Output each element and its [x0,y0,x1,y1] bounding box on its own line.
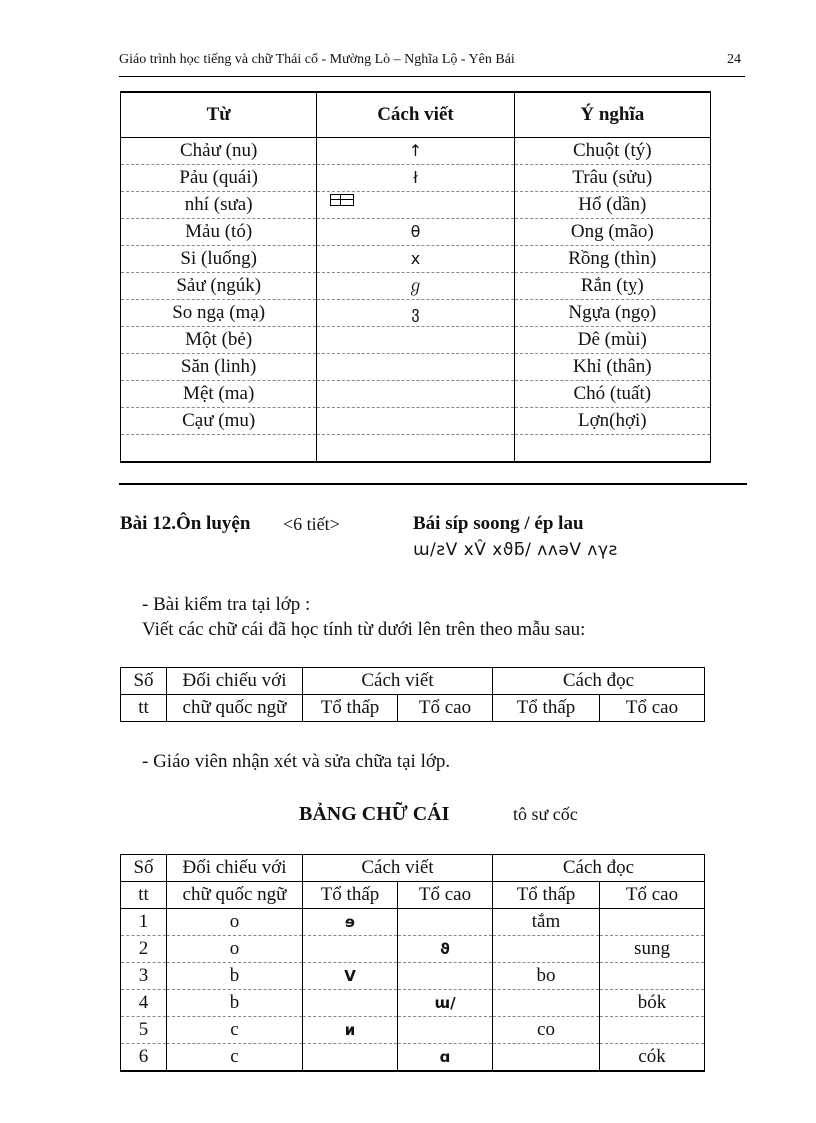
meaning-cell: Lợn(hợi) [514,408,710,435]
doc-cao-cell [600,909,705,936]
instruction-test: - Bài kiểm tra tại lớp : [142,594,311,615]
script-cell [317,435,514,463]
doc-thap-cell [493,990,600,1017]
doc-thap-cell [493,936,600,963]
alphabet-heading: BẢNG CHỮ CÁI [299,803,450,825]
doc-thap-cell: tắm [493,909,600,936]
table-header-word: Từ [121,92,317,138]
script-cell [317,327,514,354]
word-cell: Mảu (tó) [121,219,317,246]
doc-cao-cell: sung [600,936,705,963]
word-cell: So ngạ (mạ) [121,300,317,327]
table-row [121,1017,705,1044]
script-cell: x [317,246,514,273]
table-row [121,219,711,246]
table-row [121,435,711,463]
meaning-cell: Rồng (thìn) [514,246,710,273]
script-cell: θ [317,219,514,246]
col-so: Số [121,855,167,882]
meaning-cell: Hổ (dần) [514,192,710,219]
viet-cao-cell [398,909,493,936]
doc-cao-cell [600,1017,705,1044]
col-chu-quoc-ngu: chữ quốc ngữ [167,882,303,909]
meaning-cell [514,435,710,463]
viet-thap-cell [303,936,398,963]
meaning-cell: Ngựa (ngọ) [514,300,710,327]
viet-cao-cell: ɑ [398,1044,493,1072]
tt-cell: 3 [121,963,167,990]
table-row [121,300,711,327]
col-chu-quoc-ngu: chữ quốc ngữ [167,695,303,722]
col-viet-to-thap: Tổ thấp [303,882,398,909]
meaning-cell: Khỉ (thân) [514,354,710,381]
page-number: 24 [727,52,741,67]
viet-cao-cell [398,963,493,990]
script-cell: ↑ [317,138,514,165]
lesson-title: Bài 12.Ôn luyện [120,513,251,534]
tt-cell: 6 [121,1044,167,1072]
script-cell [317,381,514,408]
script-cell: ვ [317,300,514,327]
col-doc-to-thap: Tổ thấp [493,695,600,722]
word-cell: Cạư (mu) [121,408,317,435]
letter-cell: o [167,909,303,936]
table-row [121,408,711,435]
letter-cell: o [167,936,303,963]
table-header-writing: Cách viết [317,92,514,138]
word-cell: Một (bẻ) [121,327,317,354]
viet-cao-cell: ɯ/ [398,990,493,1017]
tiger-glyph-icon [330,194,354,206]
col-doc-to-thap: Tổ thấp [493,882,600,909]
col-cach-doc: Cách đọc [493,668,705,695]
word-cell: Mệt (ma) [121,381,317,408]
col-cach-doc: Cách đọc [493,855,705,882]
meaning-cell: Chuột (tý) [514,138,710,165]
table-row [121,273,711,300]
col-doi-chieu: Đối chiếu với [167,855,303,882]
meaning-cell: Chó (tuất) [514,381,710,408]
doc-thap-cell [493,1044,600,1072]
doc-cao-cell [600,963,705,990]
viet-cao-cell: ϑ [398,936,493,963]
col-viet-to-cao: Tổ cao [398,882,493,909]
word-cell: Pảu (quái) [121,165,317,192]
tt-cell: 5 [121,1017,167,1044]
meaning-cell: Ong (mão) [514,219,710,246]
script-cell: ł [317,165,514,192]
lesson-period: <6 tiết> [283,514,340,534]
word-cell: Chảư (nu) [121,138,317,165]
letter-cell: b [167,990,303,1017]
tt-cell: 2 [121,936,167,963]
col-so: Số [121,668,167,695]
col-cach-viet: Cách viết [303,668,493,695]
word-cell: nhí (sưa) [121,192,317,219]
table-row [121,963,705,990]
alphabet-subtitle: tô sư cốc [513,804,578,824]
instruction-review: - Giáo viên nhận xét và sửa chữa tại lớp. [142,751,451,772]
doc-cao-cell: cók [600,1044,705,1072]
lesson-name-script: ɯ/ƨV xV̂ xϑƃ/ ʌʌəV ʌγƨ [413,540,618,560]
viet-thap-cell [303,1044,398,1072]
table-row [121,165,711,192]
col-doi-chieu: Đối chiếu với [167,668,303,695]
letter-cell: c [167,1044,303,1072]
table-row [121,909,705,936]
col-tt: tt [121,695,167,722]
sample-form-table [120,667,705,722]
meaning-cell: Rắn (tỵ) [514,273,710,300]
script-cell [317,408,514,435]
col-viet-to-thap: Tổ thấp [303,695,398,722]
script-cell: ℊ [317,273,514,300]
table-row [121,138,711,165]
viet-thap-cell: ɘ [303,909,398,936]
doc-cao-cell: bók [600,990,705,1017]
table-row [121,327,711,354]
table-row [121,990,705,1017]
doc-thap-cell: co [493,1017,600,1044]
letter-cell: b [167,963,303,990]
word-cell: Săn (linh) [121,354,317,381]
viet-cao-cell [398,1017,493,1044]
table-row [121,936,705,963]
zodiac-table [120,91,711,463]
table-row [121,1044,705,1072]
col-viet-to-cao: Tổ cao [398,695,493,722]
meaning-cell: Trâu (sửu) [514,165,710,192]
table-header-meaning: Ý nghĩa [514,92,710,138]
letter-cell: c [167,1017,303,1044]
table-row [121,354,711,381]
meaning-cell: Dê (mùi) [514,327,710,354]
word-cell [121,435,317,463]
table-row [121,246,711,273]
table-row [121,381,711,408]
col-cach-viet: Cách viết [303,855,493,882]
col-doc-to-cao: Tổ cao [600,695,705,722]
script-cell [317,354,514,381]
header-divider [119,76,745,77]
word-cell: Sảư (ngúk) [121,273,317,300]
col-doc-to-cao: Tổ cao [600,882,705,909]
viet-thap-cell [303,990,398,1017]
tt-cell: 4 [121,990,167,1017]
section-divider [119,483,747,485]
table-row [121,192,711,219]
doc-thap-cell: bo [493,963,600,990]
viet-thap-cell: ᴎ [303,1017,398,1044]
alphabet-table [120,854,705,1072]
lesson-name: Bái síp soong / ép lau [413,513,584,534]
header-title: Giáo trình học tiếng và chữ Thái cổ - Mường Lò – Nghĩa Lộ - Yên Bái [119,52,515,67]
col-tt: tt [121,882,167,909]
viet-thap-cell: V [303,963,398,990]
instruction-write: Viết các chữ cái đã học tính từ dưới lên trên theo mẫu sau: [142,619,586,640]
word-cell: Si (luống) [121,246,317,273]
tt-cell: 1 [121,909,167,936]
